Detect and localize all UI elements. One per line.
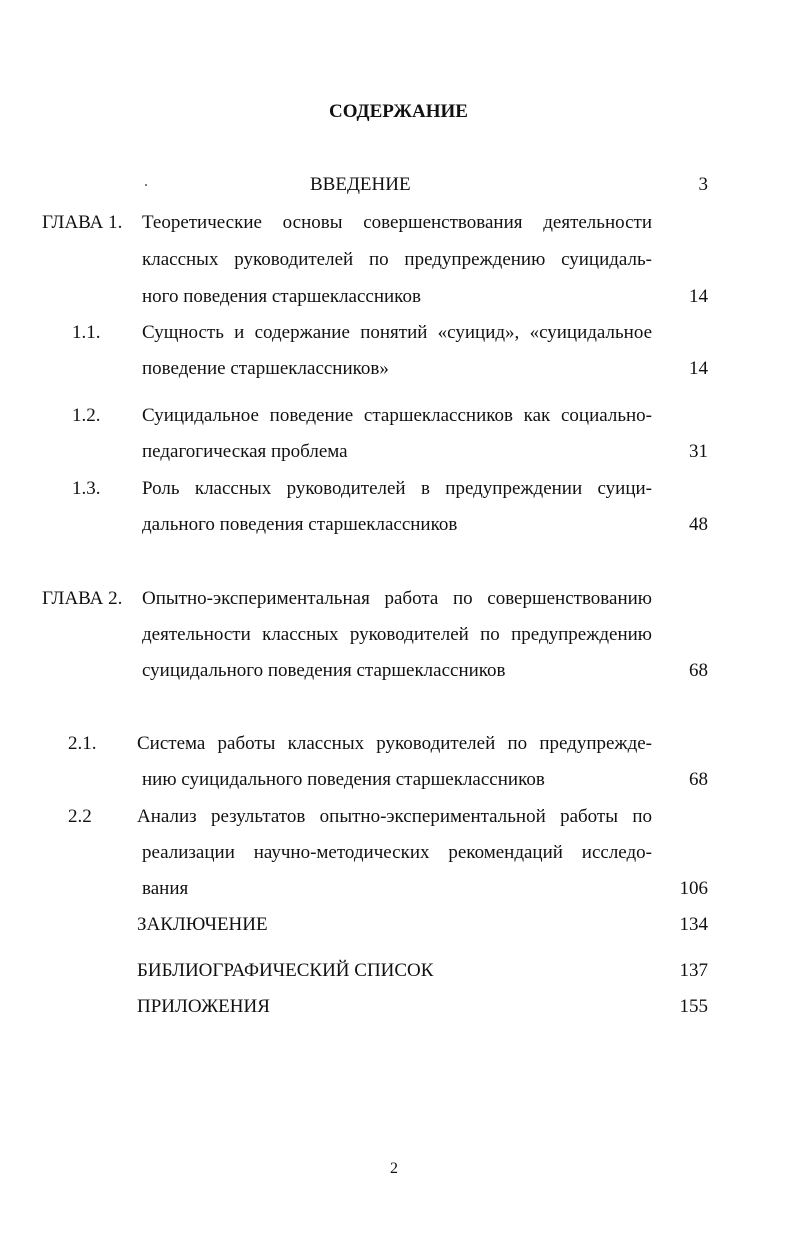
toc-section-1-3-line-2[interactable]: дального поведения старшеклассников bbox=[142, 514, 458, 535]
toc-section-2-2-number: 2.2 bbox=[68, 806, 92, 827]
toc-section-1-2-line-2[interactable]: педагогическая проблема bbox=[142, 441, 348, 462]
toc-bibliography-label[interactable]: БИБЛИОГРАФИЧЕСКИЙ СПИСОК bbox=[137, 960, 434, 981]
toc-chapter1-line-3[interactable]: ного поведения старшеклассников bbox=[142, 286, 421, 307]
toc-section-1-2-line-1[interactable]: Суицидальное поведение старшеклассников как социально- bbox=[142, 405, 652, 426]
toc-section-1-3-page: 48 bbox=[689, 514, 708, 535]
toc-chapter2-line-2[interactable]: деятельности классных руководителей по предупреждению bbox=[142, 624, 652, 645]
page-title: СОДЕРЖАНИЕ bbox=[329, 101, 468, 122]
toc-bibliography-page: 137 bbox=[679, 960, 708, 981]
scan-speck bbox=[145, 184, 147, 186]
toc-section-1-1-line-2[interactable]: поведение старшеклассников» bbox=[142, 358, 389, 379]
toc-chapter1-line-2[interactable]: классных руководителей по предупреждению суицидаль- bbox=[142, 249, 652, 270]
toc-appendices-label[interactable]: ПРИЛОЖЕНИЯ bbox=[137, 996, 270, 1017]
toc-section-2-1-number: 2.1. bbox=[68, 733, 97, 754]
toc-chapter2-line-3[interactable]: суицидального поведения старшеклассников bbox=[142, 660, 506, 681]
toc-chapter1-number: ГЛАВА 1. bbox=[42, 212, 123, 233]
toc-conclusion-label[interactable]: ЗАКЛЮЧЕНИЕ bbox=[137, 914, 268, 935]
toc-section-2-2-line-1[interactable]: Анализ результатов опытно-экспериментальной работы по bbox=[137, 806, 652, 827]
toc-section-1-1-number: 1.1. bbox=[72, 322, 101, 343]
toc-chapter2-page: 68 bbox=[689, 660, 708, 681]
page-number: 2 bbox=[390, 1160, 398, 1177]
toc-section-2-2-line-3[interactable]: вания bbox=[142, 878, 189, 899]
toc-section-2-1-line-1[interactable]: Система работы классных руководителей по предупрежде- bbox=[137, 733, 652, 754]
toc-section-2-2-line-2[interactable]: реализации научно-методических рекомендаций исследо- bbox=[142, 842, 652, 863]
toc-appendices-page: 155 bbox=[679, 996, 708, 1017]
toc-intro-page: 3 bbox=[698, 174, 708, 195]
toc-section-2-1-page: 68 bbox=[689, 769, 708, 790]
toc-section-2-2-page: 106 bbox=[679, 878, 708, 899]
toc-section-1-2-page: 31 bbox=[689, 441, 708, 462]
toc-section-1-3-line-1[interactable]: Роль классных руководителей в предупреждении суици- bbox=[142, 478, 652, 499]
toc-chapter2-line-1[interactable]: Опытно-экспериментальная работа по совершенствованию bbox=[142, 588, 652, 609]
toc-section-2-1-line-2[interactable]: нию суицидального поведения старшеклассников bbox=[142, 769, 545, 790]
toc-section-1-1-page: 14 bbox=[689, 358, 708, 379]
toc-chapter2-number: ГЛАВА 2. bbox=[42, 588, 123, 609]
toc-chapter1-line-1[interactable]: Теоретические основы совершенствования деятельности bbox=[142, 212, 652, 233]
toc-chapter1-page: 14 bbox=[689, 286, 708, 307]
toc-conclusion-page: 134 bbox=[679, 914, 708, 935]
toc-intro-label[interactable]: ВВЕДЕНИЕ bbox=[310, 174, 411, 195]
toc-section-1-3-number: 1.3. bbox=[72, 478, 101, 499]
toc-section-1-2-number: 1.2. bbox=[72, 405, 101, 426]
toc-section-1-1-line-1[interactable]: Сущность и содержание понятий «суицид», «суицидальное bbox=[142, 322, 652, 343]
